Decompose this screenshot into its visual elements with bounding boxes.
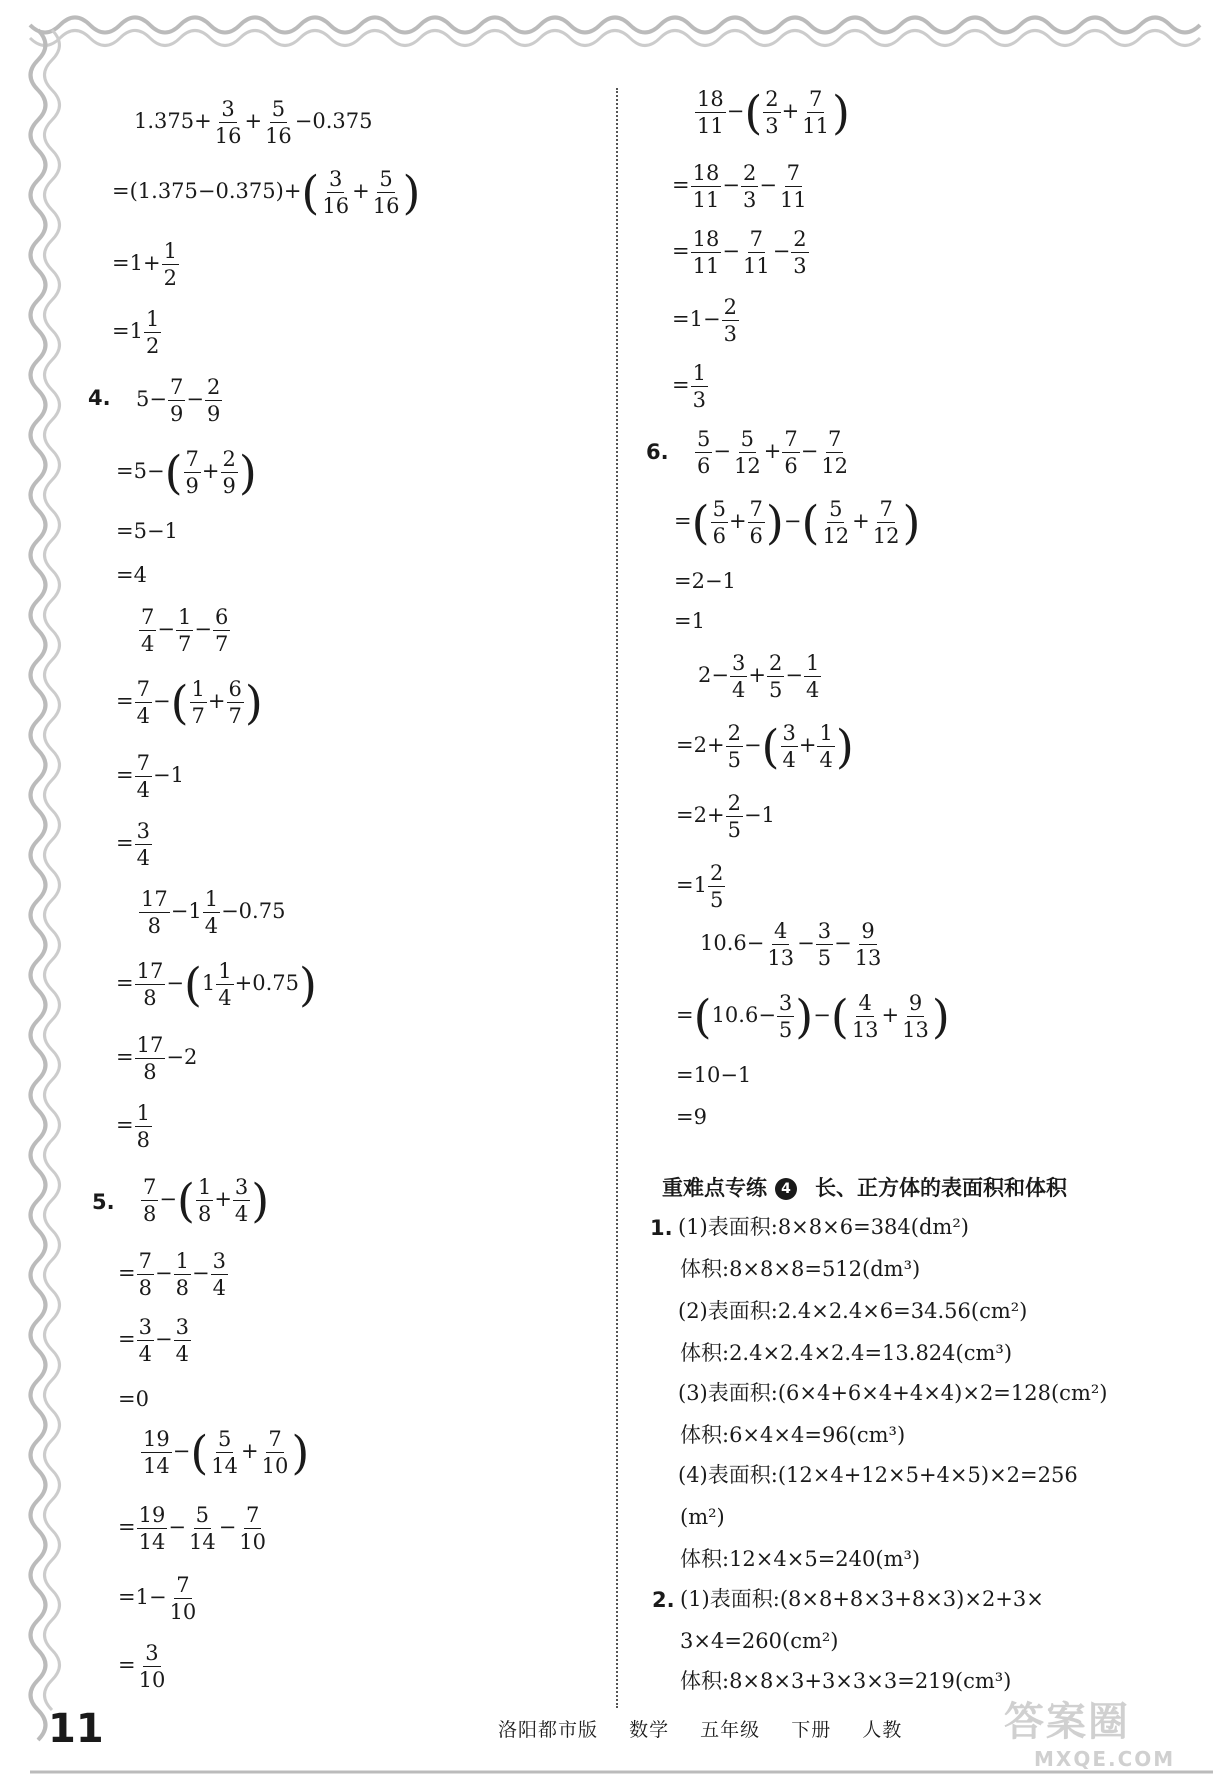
math-line: =4: [116, 563, 147, 587]
math-line: = $\frac{1}{3}$: [672, 361, 706, 412]
question-number: 6.: [646, 440, 669, 464]
math-line: $\frac{19}{14}$ −( $\frac{5}{14}$ + $\frac{7}{10}$ ): [143, 1425, 310, 1480]
math-line: =(1.375−0.375)+( $\frac{3}{16}$ + $\frac{5}{16}$ ): [112, 165, 421, 220]
math-line: = $\frac{3}{4}$ − $\frac{3}{4}$: [118, 1315, 189, 1366]
math-line: 5− $\frac{7}{9}$ − $\frac{2}{9}$: [136, 375, 221, 426]
subject: 数学: [629, 1719, 670, 1741]
math-line: =1+ $\frac{1}{2}$: [112, 239, 177, 290]
section-number-badge: 4: [775, 1178, 797, 1200]
answer-line: (1)表面积:(8×8+8×3+8×3)×2+3×: [680, 1587, 1044, 1611]
answer-line: 体积:12×4×5=240(m³): [680, 1547, 921, 1571]
math-line: =1− $\frac{7}{10}$: [118, 1573, 197, 1624]
answer-line: 体积:6×4×4=96(cm³): [680, 1423, 906, 1447]
math-line: $\frac{5}{6}$ − $\frac{5}{12}$ + $\frac{7}{6}$ − $\frac{7}{12}$: [697, 427, 849, 478]
math-line: = $\frac{7}{8}$ − $\frac{1}{8}$ − $\frac{3}{4}$: [118, 1249, 226, 1300]
footer-info: [498, 1715, 926, 1742]
math-line: = $\frac{19}{14}$ − $\frac{5}{14}$ − $\frac{7}{10}$: [118, 1503, 267, 1554]
question-number: 1.: [650, 1216, 673, 1240]
math-line: $\frac{17}{8}$ −1 $\frac{1}{4}$ −0.75: [141, 887, 286, 938]
grade: 五年级: [700, 1719, 761, 1741]
math-line: $\frac{18}{11}$ −( $\frac{2}{3}$ + $\frac{7}{11}$ ): [697, 85, 850, 140]
answer-line: (2)表面积:2.4×2.4×6=34.56(cm²): [678, 1299, 1028, 1323]
answer-line: 体积:8×8×8=512(dm³): [680, 1257, 921, 1281]
math-line: $\frac{7}{4}$ − $\frac{1}{7}$ − $\frac{6}{7}$: [141, 605, 229, 656]
math-line: =(10.6− $\frac{3}{5}$ )−( $\frac{4}{13}$ + $\frac{9}{13}$ ): [676, 989, 950, 1044]
section-title: 重难点专练 4 长、正方体的表面积和体积: [662, 1176, 1067, 1200]
answer-line: 3×4=260(cm²): [680, 1629, 839, 1653]
watermark-url: MXQE.COM: [1034, 1747, 1176, 1771]
math-line: =( $\frac{5}{6}$ + $\frac{7}{6}$ )−( $\frac{5}{12}$ + $\frac{7}{12}$ ): [674, 495, 921, 550]
math-line: =5−( $\frac{7}{9}$ + $\frac{2}{9}$ ): [116, 445, 257, 500]
math-line: 10.6− $\frac{4}{13}$ − $\frac{3}{5}$ − $\frac{9}{13}$: [700, 919, 882, 970]
question-number: 5.: [92, 1190, 115, 1214]
math-line: =2−1: [674, 569, 736, 593]
answer-line: (3)表面积:(6×4+6×4+4×4)×2=128(cm²): [678, 1381, 1108, 1405]
answer-line: (4)表面积:(12×4+12×5+4×5)×2=256: [678, 1463, 1078, 1487]
page-number: 11: [48, 1706, 104, 1752]
math-line: =1− $\frac{2}{3}$: [672, 295, 737, 346]
math-line: = $\frac{3}{10}$: [118, 1641, 166, 1692]
math-line: =1: [674, 609, 705, 633]
math-line: = $\frac{18}{11}$ − $\frac{7}{11}$ − $\frac{2}{3}$: [672, 227, 807, 278]
math-line: =2+ $\frac{2}{5}$ −1: [676, 791, 775, 842]
math-line: = $\frac{7}{4}$ −1: [116, 751, 184, 802]
question-number: 4.: [88, 386, 111, 410]
edition: 洛阳都市版: [498, 1719, 599, 1741]
column-divider: [616, 88, 618, 1708]
publisher: 人教: [862, 1719, 903, 1741]
math-line: =2+ $\frac{2}{5}$ −( $\frac{3}{4}$ + $\frac{1}{4}$ ): [676, 719, 854, 774]
math-line: 2− $\frac{3}{4}$ + $\frac{2}{5}$ − $\frac{1}{4}$: [698, 651, 820, 702]
math-line: = $\frac{17}{8}$ −(1 $\frac{1}{4}$ +0.75): [116, 957, 317, 1012]
math-line: = $\frac{3}{4}$: [116, 819, 150, 870]
math-line: = $\frac{18}{11}$ − $\frac{2}{3}$ − $\frac{7}{11}$: [672, 161, 807, 212]
question-number: 2.: [652, 1588, 675, 1612]
math-line: $\frac{7}{8}$ −( $\frac{1}{8}$ + $\frac{3}{4}$ ): [143, 1173, 270, 1228]
math-line: = $\frac{7}{4}$ −( $\frac{1}{7}$ + $\frac{6}{7}$ ): [116, 675, 263, 730]
math-line: =5−1: [116, 519, 178, 543]
watermark-logo-text: 答案圈: [1004, 1699, 1130, 1745]
math-line: =1 $\frac{1}{2}$: [112, 307, 160, 358]
math-line: 1.375+ $\frac{3}{16}$ + $\frac{5}{16}$ −0.375: [134, 97, 373, 148]
math-line: = $\frac{1}{8}$: [116, 1101, 150, 1152]
answer-line: 体积:2.4×2.4×2.4=13.824(cm³): [680, 1341, 1013, 1365]
answer-line: (1)表面积:8×8×6=384(dm²): [678, 1215, 969, 1239]
answer-line: (m²): [680, 1505, 725, 1529]
volume: 下册: [791, 1719, 832, 1741]
math-line: =9: [676, 1105, 707, 1129]
watermark: [1004, 1690, 1175, 1771]
math-line: = $\frac{17}{8}$ −2: [116, 1033, 198, 1084]
math-line: =10−1: [676, 1063, 752, 1087]
math-line: =1 $\frac{2}{5}$: [676, 861, 724, 912]
math-line: =0: [118, 1387, 149, 1411]
answer-line: 体积:8×8×3+3×3×3=219(cm³): [680, 1669, 1012, 1693]
